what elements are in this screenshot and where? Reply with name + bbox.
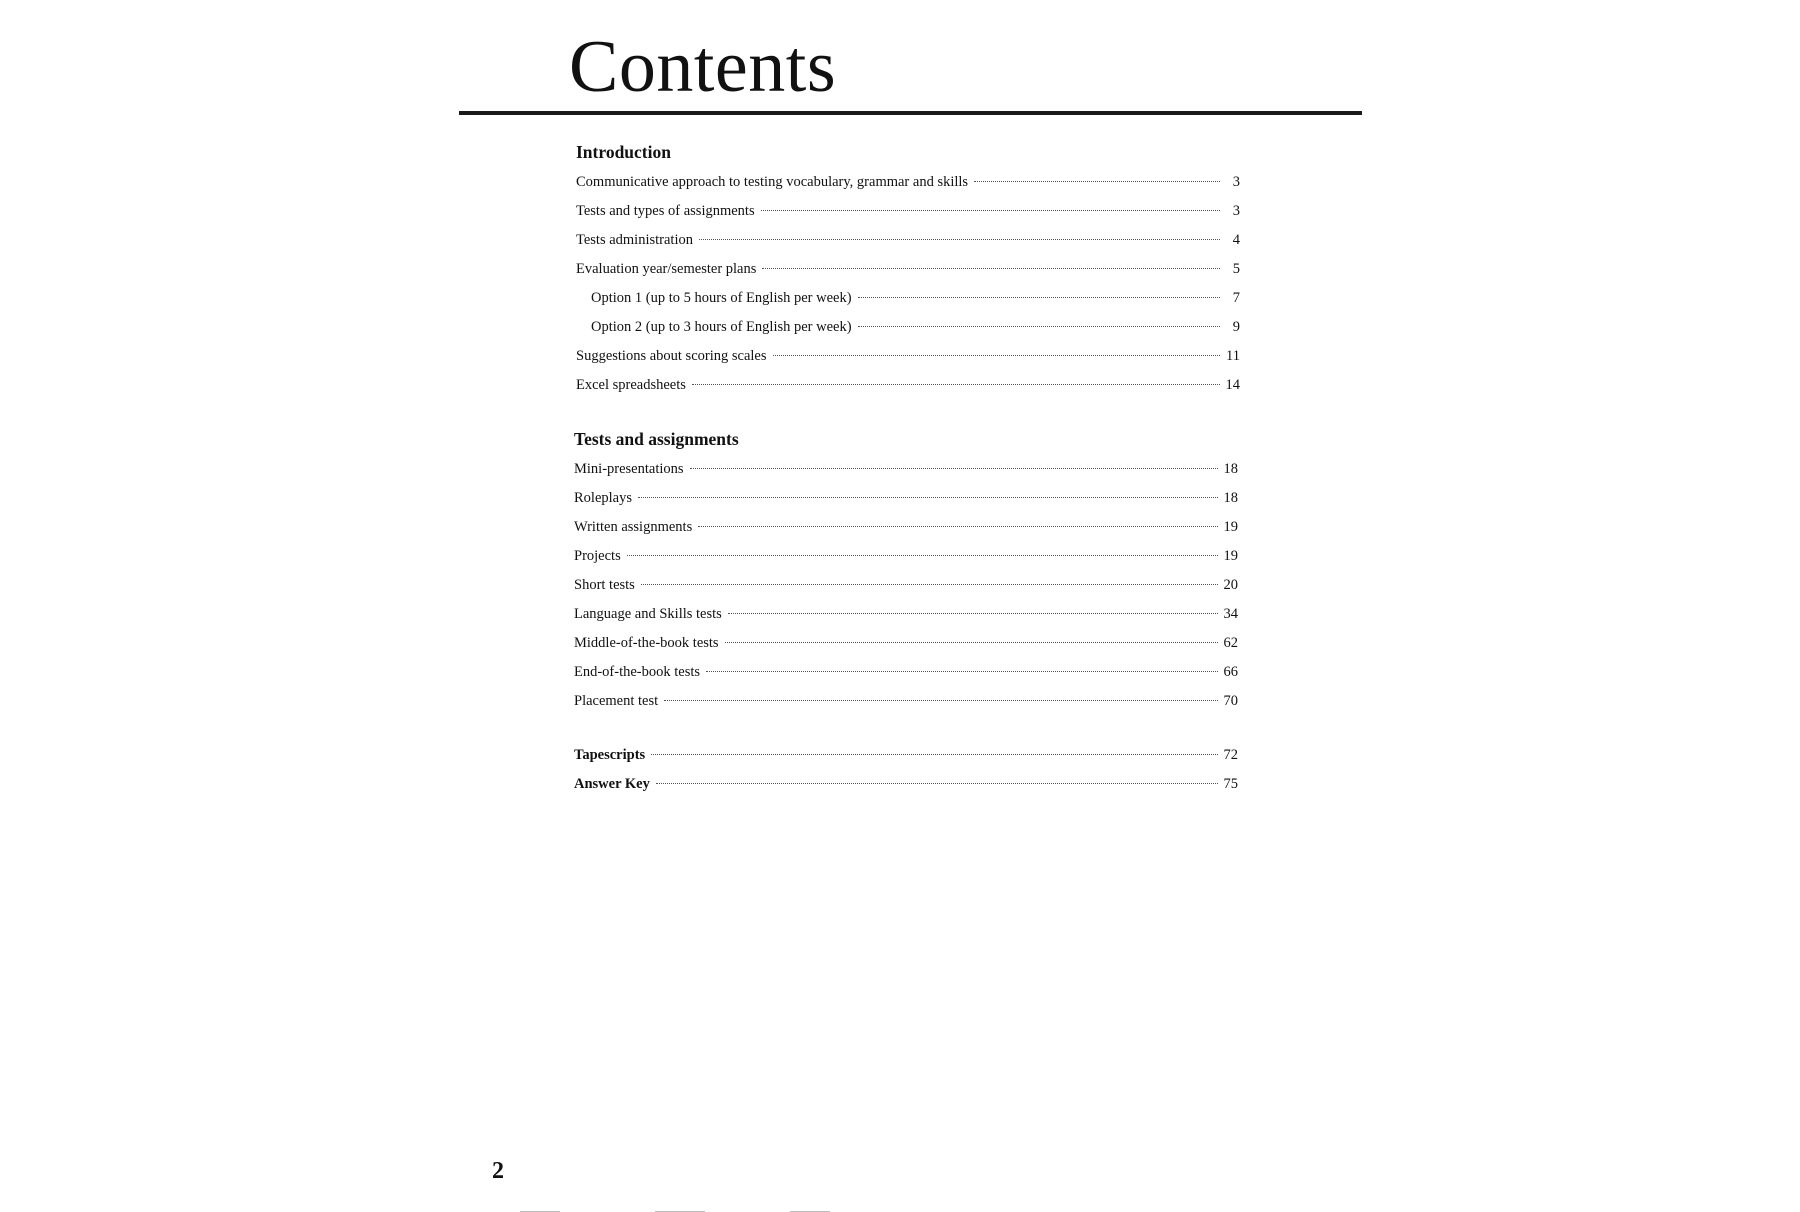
toc-entry-label: Excel spreadsheets bbox=[576, 377, 686, 393]
toc-entry-page: 4 bbox=[1232, 232, 1240, 248]
section-heading-tests: Tests and assignments bbox=[574, 429, 739, 449]
toc-entry-page: 19 bbox=[1223, 519, 1238, 535]
toc-entry[interactable] bbox=[574, 634, 1238, 663]
dot-leader bbox=[641, 584, 1218, 585]
toc-entry-page: 66 bbox=[1223, 664, 1238, 680]
toc-entry-label: Written assignments bbox=[574, 519, 693, 535]
toc-entry-page: 14 bbox=[1225, 377, 1240, 393]
toc-entry[interactable] bbox=[574, 692, 1238, 721]
dot-leader bbox=[651, 754, 1217, 755]
toc-entry-page: 72 bbox=[1223, 747, 1238, 763]
toc-entry-label: Short tests bbox=[574, 577, 635, 593]
toc-entry[interactable] bbox=[574, 489, 1238, 518]
toc-entry-label: Projects bbox=[574, 548, 621, 564]
toc-entry[interactable] bbox=[576, 376, 1240, 405]
toc-entry-label: Answer Key bbox=[574, 776, 650, 792]
toc-entry[interactable] bbox=[574, 547, 1238, 576]
toc-entry-page: 18 bbox=[1223, 490, 1238, 506]
toc-entry-page: 3 bbox=[1232, 174, 1240, 190]
dot-leader bbox=[858, 297, 1220, 298]
dot-leader bbox=[692, 384, 1220, 385]
toc-entry[interactable] bbox=[574, 576, 1238, 605]
toc-entry[interactable] bbox=[574, 663, 1238, 692]
toc-entry-label: Middle-of-the-book tests bbox=[574, 635, 719, 651]
section-heading-introduction: Introduction bbox=[576, 142, 671, 162]
dot-leader bbox=[761, 210, 1220, 211]
toc-entry-page: 34 bbox=[1223, 606, 1238, 622]
toc-entry-page: 62 bbox=[1223, 635, 1238, 651]
dot-leader bbox=[706, 671, 1217, 672]
toc-entry-label: Communicative approach to testing vocabulary, grammar and skills bbox=[576, 174, 969, 190]
dot-leader bbox=[627, 555, 1218, 556]
toc-section-back-matter bbox=[574, 746, 1238, 804]
toc-entry-label: Option 2 (up to 3 hours of English per week) bbox=[591, 319, 852, 335]
dot-leader bbox=[698, 526, 1217, 527]
toc-entry-label: Placement test bbox=[574, 693, 659, 709]
toc-entry-label: Language and Skills tests bbox=[574, 606, 722, 622]
toc-entry-label: Tests and types of assignments bbox=[576, 203, 755, 219]
toc-entry-label: Tests administration bbox=[576, 232, 693, 248]
toc-section-tests bbox=[574, 428, 1238, 721]
dot-leader bbox=[858, 326, 1220, 327]
toc-entry-label: Suggestions about scoring scales bbox=[576, 348, 767, 364]
toc-entry[interactable] bbox=[576, 347, 1240, 376]
toc-entry-label: Tapescripts bbox=[574, 747, 646, 763]
toc-entry[interactable] bbox=[576, 173, 1240, 202]
dot-leader bbox=[664, 700, 1217, 701]
toc-entry-page: 19 bbox=[1223, 548, 1238, 564]
toc-entry-page: 9 bbox=[1232, 319, 1240, 335]
toc-entry-tapescripts[interactable] bbox=[574, 746, 1238, 775]
toc-entry-page: 70 bbox=[1223, 693, 1238, 709]
toc-entry-subitem[interactable] bbox=[576, 289, 1240, 318]
toc-entry[interactable] bbox=[576, 231, 1240, 260]
dot-leader bbox=[690, 468, 1218, 469]
toc-entry-label: Roleplays bbox=[574, 490, 632, 506]
toc-entry-answer-key[interactable] bbox=[574, 775, 1238, 804]
toc-entry[interactable] bbox=[574, 518, 1238, 547]
dot-leader bbox=[656, 783, 1218, 784]
toc-entry-label: Option 1 (up to 5 hours of English per week) bbox=[591, 290, 852, 306]
toc-entry-page: 20 bbox=[1223, 577, 1238, 593]
dot-leader bbox=[728, 613, 1218, 614]
toc-entry[interactable] bbox=[574, 605, 1238, 634]
toc-entry[interactable] bbox=[576, 202, 1240, 231]
toc-entry-page: 7 bbox=[1232, 290, 1240, 306]
dot-leader bbox=[699, 239, 1220, 240]
toc-entry-page: 3 bbox=[1232, 203, 1240, 219]
dot-leader bbox=[638, 497, 1218, 498]
page-number: 2 bbox=[492, 1158, 504, 1184]
toc-entry-page: 5 bbox=[1232, 261, 1240, 277]
dot-leader bbox=[725, 642, 1218, 643]
toc-entry-page: 11 bbox=[1226, 348, 1240, 364]
toc-entry[interactable] bbox=[576, 260, 1240, 289]
title-rule bbox=[459, 111, 1362, 115]
toc-entry-page: 75 bbox=[1223, 776, 1238, 792]
toc-entry[interactable] bbox=[574, 460, 1238, 489]
toc-entry-label: Evaluation year/semester plans bbox=[576, 261, 757, 277]
dot-leader bbox=[762, 268, 1220, 269]
dot-leader bbox=[773, 355, 1221, 356]
toc-entry-page: 18 bbox=[1223, 461, 1238, 477]
toc-entry-label: Mini-presentations bbox=[574, 461, 684, 477]
toc-entry-label: End-of-the-book tests bbox=[574, 664, 701, 680]
dot-leader bbox=[974, 181, 1220, 182]
toc-entry-subitem[interactable] bbox=[576, 318, 1240, 347]
page-title: Contents bbox=[569, 26, 837, 108]
toc-section-introduction bbox=[576, 141, 1240, 405]
